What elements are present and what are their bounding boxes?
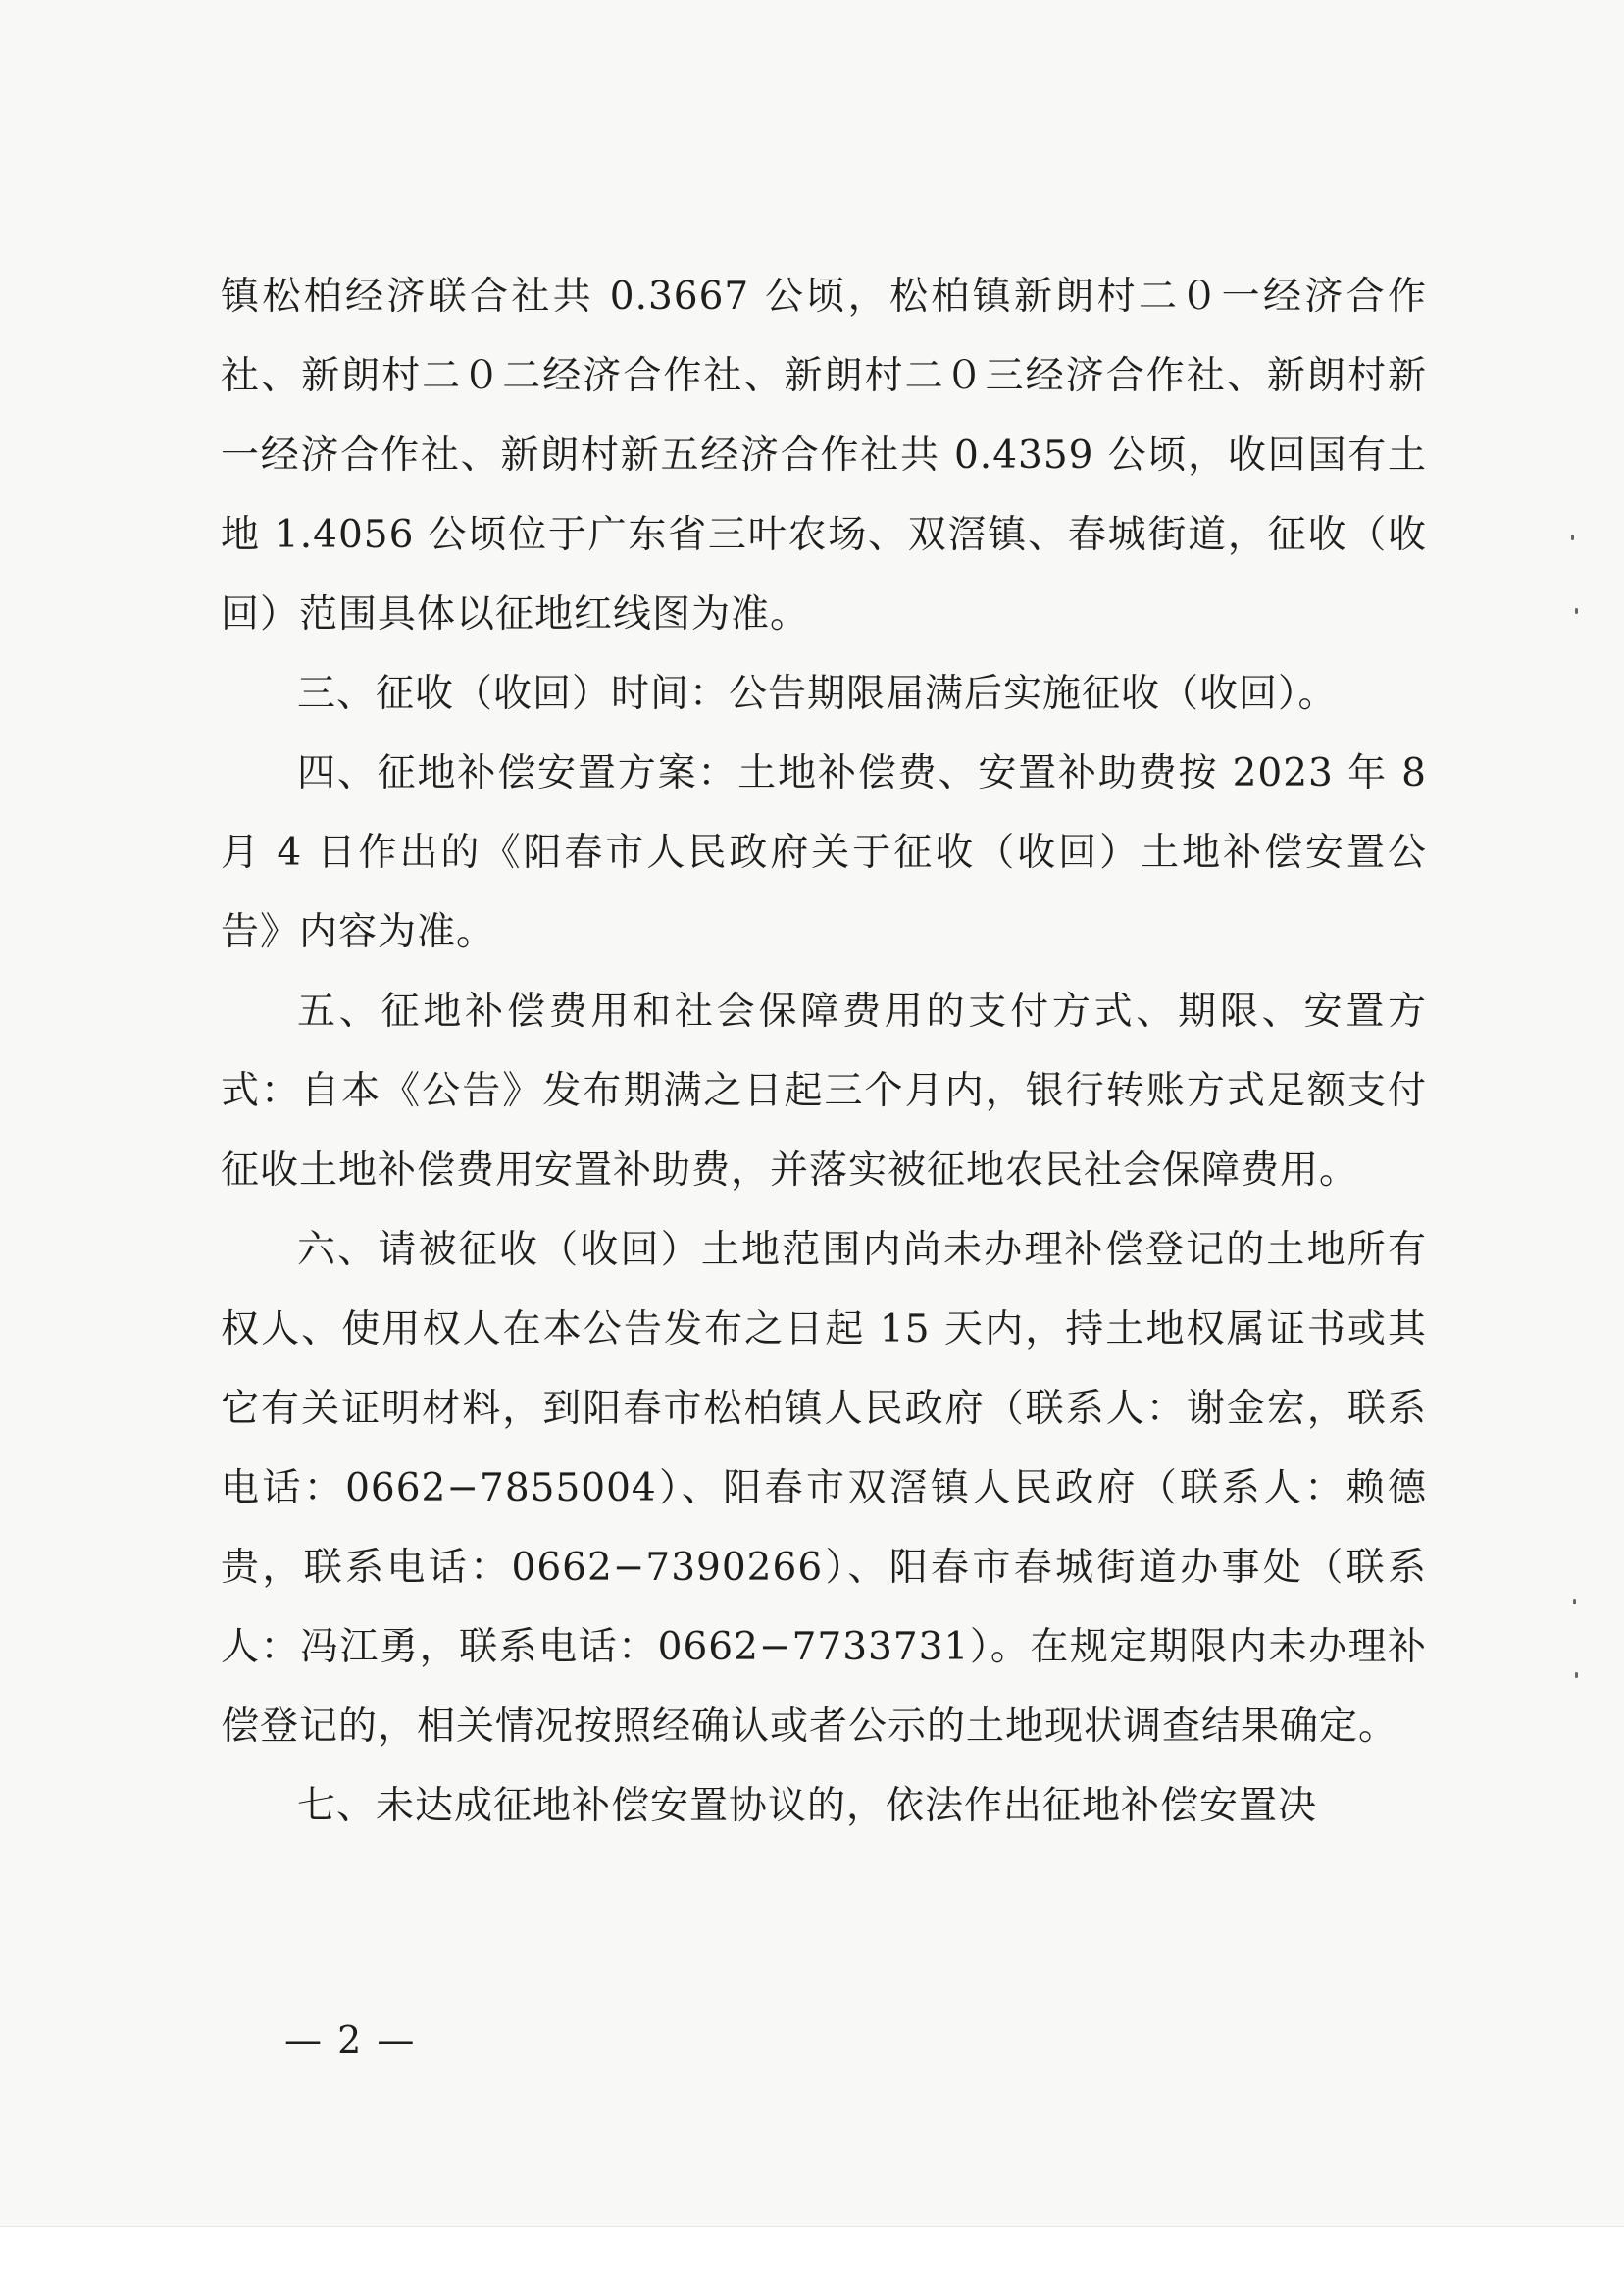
paragraph-land-scope-continued: 镇松柏经济联合社共 0.3667 公顷，松柏镇新朗村二０一经济合作社、新朗村二０二经济合作社、新朗村二０三经济合作社、新朗村新一经济合作社、新朗村新五经济合作社共 0.4359 公顷，收回国有土地 1.4056 公顷位于广东省三叶农场、双滘镇、春城街道，征收（收回）范围具体以征地红线图为准。 [221,275,1427,637]
document-body [221,257,1427,1846]
scan-margin [0,2226,1624,2292]
paragraph-section-4-compensation: 四、征地补偿安置方案：土地补偿费、安置补助费按 2023 年 8 月 4 日作出的《阳春市人民政府关于征收（收回）土地补偿安置公告》内容为准。 [221,751,1427,954]
paragraph-section-6-registration: 六、请被征收（收回）土地范围内尚未办理补偿登记的土地所有权人、使用权人在本公告发布之日起 15 天内，持土地权属证书或其它有关证明材料，到阳春市松柏镇人民政府（联系人：谢金宏，联系电话：0662−7855004）、阳春市双滘镇人民政府（联系人：赖德贵，联系电话：0662−7390266）、阳春市春城街道办事处（联系人：冯江勇，联系电话：0662−7733731）。在规定期限内未办理补偿登记的，相关情况按照经确认或者公示的土地现状调查结果确定。 [221,1228,1427,1749]
scan-speck [1575,608,1578,614]
scan-speck [1575,1672,1578,1678]
paragraph-section-7-agreement: 七、未达成征地补偿安置协议的，依法作出征地补偿安置决 [297,1784,1318,1828]
page-number: — 2 — [284,2018,417,2062]
paragraph-section-3-time: 三、征收（收回）时间：公告期限届满后实施征收（收回）。 [297,672,1338,716]
paragraph-section-5-payment: 五、征地补偿费用和社会保障费用的支付方式、期限、安置方式：自本《公告》发布期满之日起三个月内，银行转账方式足额支付征收土地补偿费用安置补助费，并落实被征地农民社会保障费用。 [221,990,1427,1193]
scan-speck [1571,535,1574,540]
scan-speck [1573,1599,1576,1604]
